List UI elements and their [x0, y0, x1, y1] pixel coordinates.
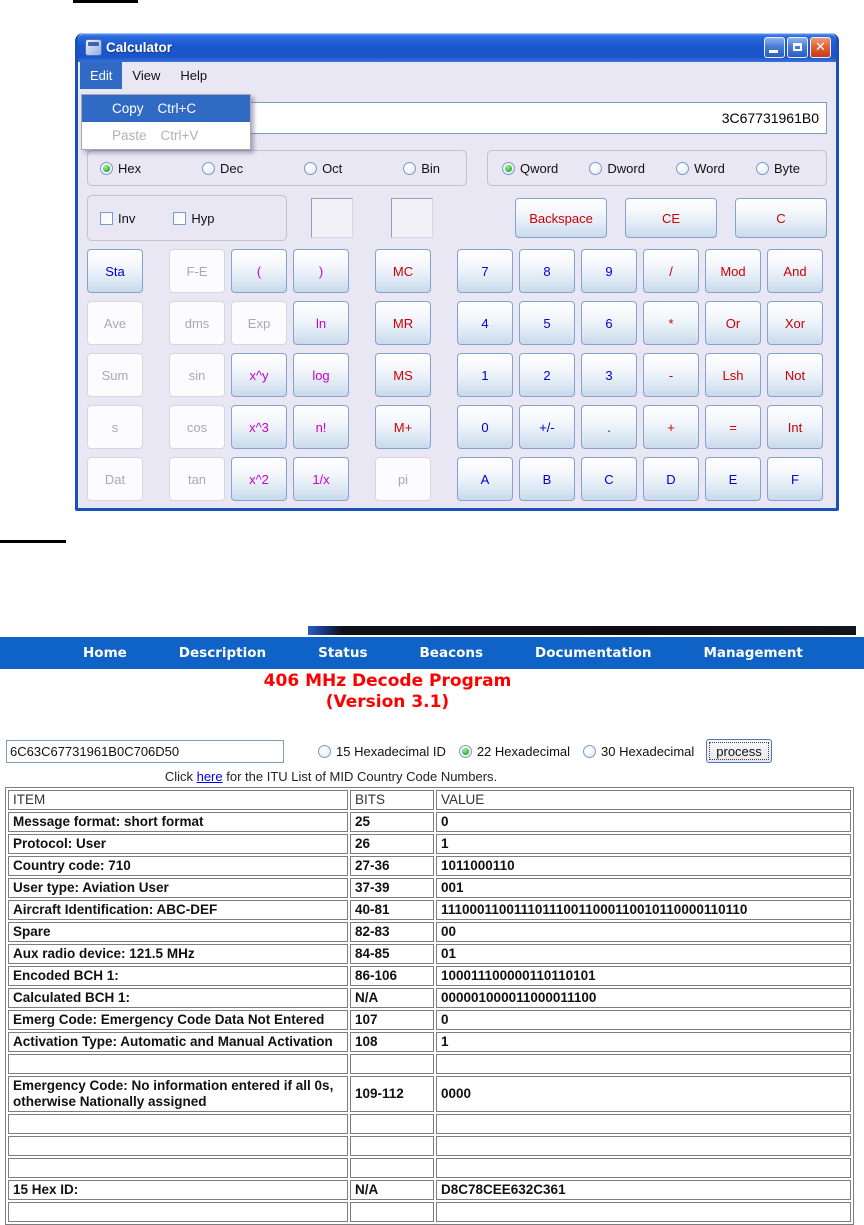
calc-button-s: s [87, 405, 143, 449]
calc-button-xor[interactable]: Xor [767, 301, 823, 345]
table-row [8, 812, 851, 832]
calc-button-cos: cos [169, 405, 225, 449]
radio-label: Word [694, 160, 725, 176]
table-cell-value: 000001000011000011100 [436, 988, 851, 1008]
table-cell-bits: 86-106 [350, 966, 434, 986]
radio-label: Dec [220, 160, 244, 176]
table-row [8, 922, 851, 942]
table-row [8, 834, 851, 854]
decode-form [6, 739, 772, 763]
table-cell-bits: 25 [350, 812, 434, 832]
calc-button-7[interactable]: 7 [457, 249, 513, 293]
table-cell-bits: N/A [350, 1180, 434, 1200]
calc-button-multiply[interactable]: * [643, 301, 699, 345]
calc-button-d[interactable]: D [643, 457, 699, 501]
calc-button-f-e: F-E [169, 249, 225, 293]
format-15-hexadecimal-id[interactable] [318, 744, 446, 759]
calc-button-plus-minus[interactable]: +/- [519, 405, 575, 449]
table-cell-value [436, 1202, 851, 1222]
itu-list-link[interactable]: here [196, 769, 223, 784]
table-cell-item: Activation Type: Automatic and Manual Activation [8, 1032, 348, 1052]
table-cell-value: D8C78CEE632C361 [436, 1180, 851, 1200]
number-base-group [87, 150, 467, 186]
table-cell-bits: 40-81 [350, 900, 434, 920]
keypad-row [87, 301, 827, 345]
calc-button-divide[interactable]: / [643, 249, 699, 293]
edit-menu-item-paste [82, 122, 250, 149]
table-cell-item [8, 1054, 348, 1074]
calc-button-x-pow-2[interactable]: x^2 [231, 457, 287, 501]
calc-button-x-pow-y[interactable]: x^y [231, 353, 287, 397]
table-row [8, 1076, 851, 1112]
word-word[interactable] [676, 161, 725, 176]
table-cell-bits: 37-39 [350, 878, 434, 898]
base-radio-icon-dec [202, 162, 215, 175]
calc-button-mc[interactable]: MC [375, 249, 431, 293]
calc-button-c[interactable]: C [581, 457, 637, 501]
itu-line-suffix: for the ITU List of MID Country Code Numbers. [222, 769, 498, 784]
table-header-row [8, 790, 851, 810]
table-cell-item: Message format: short format [8, 812, 348, 832]
edit-menu-dropdown [81, 94, 251, 150]
table-header-cell: VALUE [436, 790, 851, 810]
table-cell-value: 1 [436, 1032, 851, 1052]
calc-button-or[interactable]: Or [705, 301, 761, 345]
table-row [8, 900, 851, 920]
calc-button-e[interactable]: E [705, 457, 761, 501]
table-cell-value: 001 [436, 878, 851, 898]
calculator-titlebar[interactable] [78, 33, 836, 62]
parenthesis-indicator-box [311, 198, 353, 238]
calculator-keypad [87, 249, 827, 501]
calc-button-ms[interactable]: MS [375, 353, 431, 397]
calc-button-open-paren[interactable]: ( [231, 249, 287, 293]
itu-line-prefix: Click [164, 769, 197, 784]
calc-button-sum: Sum [87, 353, 143, 397]
decode-results-table [5, 787, 854, 1225]
base-oct[interactable] [304, 161, 342, 176]
menu-item-label: Copy [112, 101, 144, 116]
calc-button-b[interactable]: B [519, 457, 575, 501]
site-navbar [0, 637, 864, 669]
nav-documentation[interactable]: Documentation [535, 645, 652, 661]
word-size-group [487, 150, 827, 186]
table-row [8, 1032, 851, 1052]
table-cell-value [436, 1158, 851, 1178]
table-cell-bits [350, 1054, 434, 1074]
radio-label: Byte [773, 160, 800, 176]
table-cell-item: Aux radio device: 121.5 MHz [8, 944, 348, 964]
itu-link-line [0, 769, 662, 784]
keypad-row [87, 405, 827, 449]
nav-status[interactable]: Status [318, 645, 368, 661]
nav-beacons[interactable]: Beacons [419, 645, 483, 661]
table-cell-value: 01 [436, 944, 851, 964]
calc-button-mr[interactable]: MR [375, 301, 431, 345]
close-button[interactable]: ✕ [810, 37, 831, 58]
table-cell-value: 1011000110 [436, 856, 851, 876]
table-row [8, 1136, 851, 1156]
table-row [8, 944, 851, 964]
format-radio-group [318, 744, 694, 759]
word-dword[interactable] [589, 161, 645, 176]
calc-button-ce[interactable]: CE [625, 198, 717, 238]
calc-button-tan: tan [169, 457, 225, 501]
table-cell-item [8, 1158, 348, 1178]
calc-button-ln[interactable]: ln [293, 301, 349, 345]
calc-button-sta[interactable]: Sta [87, 249, 143, 293]
calculator-window [75, 33, 839, 511]
calc-button-x-pow-3[interactable]: x^3 [231, 405, 287, 449]
word-radio-icon-word [676, 162, 689, 175]
calc-button-5[interactable]: 5 [519, 301, 575, 345]
calc-button-log[interactable]: log [293, 353, 349, 397]
minimize-button[interactable] [764, 37, 785, 58]
menu-item-shortcut: Ctrl+V [160, 128, 199, 143]
calc-button-dms: dms [169, 301, 225, 345]
table-cell-item [8, 1202, 348, 1222]
radio-label: Qword [520, 160, 559, 176]
nav-home[interactable]: Home [83, 645, 127, 661]
radio-label: Hex [118, 160, 142, 176]
table-cell-bits: 82-83 [350, 922, 434, 942]
inv-hyp-group [87, 195, 287, 241]
checkbox-icon-hyp [173, 212, 186, 225]
table-cell-item: Emergency Code: No information entered if all 0s, otherwise Nationally assigned [8, 1076, 348, 1112]
calc-button-ave: Ave [87, 301, 143, 345]
format-30-hexadecimal[interactable] [583, 744, 694, 759]
banner-image-fragment [308, 626, 856, 635]
word-radio-icon-dword [589, 162, 602, 175]
table-row [8, 1202, 851, 1222]
base-bin[interactable] [403, 161, 440, 176]
table-cell-item: User type: Aviation User [8, 878, 348, 898]
menu-bar [78, 62, 836, 89]
radio-label: 15 Hexadecimal ID [336, 743, 446, 759]
table-cell-item: Country code: 710 [8, 856, 348, 876]
format-radio-icon-15-hexadecimal-id [318, 745, 331, 758]
keypad-row [87, 457, 827, 501]
format-radio-icon-30-hexadecimal [583, 745, 596, 758]
table-cell-bits: 108 [350, 1032, 434, 1052]
calc-button-c[interactable]: C [735, 198, 827, 238]
calc-button-equals[interactable]: = [705, 405, 761, 449]
table-row [8, 1158, 851, 1178]
table-header-cell: BITS [350, 790, 434, 810]
base-radio-icon-hex [100, 162, 113, 175]
nav-management[interactable]: Management [703, 645, 803, 661]
table-cell-item: Encoded BCH 1: [8, 966, 348, 986]
table-cell-item: Protocol: User [8, 834, 348, 854]
table-row [8, 966, 851, 986]
calc-button-3[interactable]: 3 [581, 353, 637, 397]
checkbox-label: Hyp [191, 210, 215, 226]
calc-button-m[interactable]: M+ [375, 405, 431, 449]
calc-button-backspace[interactable]: Backspace [515, 198, 607, 238]
word-qword[interactable] [502, 161, 558, 176]
table-row [8, 1054, 851, 1074]
table-cell-bits: 27-36 [350, 856, 434, 876]
menu-item-shortcut: Ctrl+C [157, 101, 197, 116]
calc-button-9[interactable]: 9 [581, 249, 637, 293]
calc-button-plus[interactable]: + [643, 405, 699, 449]
table-cell-bits [350, 1136, 434, 1156]
calc-button-decimal[interactable]: . [581, 405, 637, 449]
base-radio-icon-bin [403, 162, 416, 175]
calc-button-a[interactable]: A [457, 457, 513, 501]
format-22-hexadecimal[interactable] [459, 744, 570, 759]
keypad-row [87, 353, 827, 397]
table-row [8, 856, 851, 876]
word-radio-icon-byte [756, 162, 769, 175]
radio-label: 30 Hexadecimal [601, 743, 695, 759]
calc-button-not[interactable]: Not [767, 353, 823, 397]
calc-button-f[interactable]: F [767, 457, 823, 501]
calc-button-2[interactable]: 2 [519, 353, 575, 397]
calc-button-6[interactable]: 6 [581, 301, 637, 345]
base-dec[interactable] [202, 161, 243, 176]
table-cell-bits: N/A [350, 988, 434, 1008]
calc-button-mod[interactable]: Mod [705, 249, 761, 293]
checkbox-label: Inv [118, 210, 136, 226]
table-cell-bits [350, 1158, 434, 1178]
table-row [8, 1180, 851, 1200]
beacon-hex-input[interactable] [6, 740, 284, 763]
radio-label: Dword [607, 160, 645, 176]
calc-button-sin: sin [169, 353, 225, 397]
table-cell-value: 00 [436, 922, 851, 942]
table-cell-value [436, 1136, 851, 1156]
table-cell-bits [350, 1202, 434, 1222]
table-cell-item: Aircraft Identification: ABC-DEF [8, 900, 348, 920]
checkbox-icon-inv [100, 212, 113, 225]
display-value: 3C67731961B0 [721, 110, 819, 126]
table-header-cell: ITEM [8, 790, 348, 810]
table-cell-item: 15 Hex ID: [8, 1180, 348, 1200]
table-cell-value [436, 1114, 851, 1134]
table-cell-value: 100011100000110110101 [436, 966, 851, 986]
word-radio-icon-qword [502, 162, 515, 175]
calc-button-pi: pi [375, 457, 431, 501]
calc-button-minus[interactable]: - [643, 353, 699, 397]
base-radio-icon-oct [304, 162, 317, 175]
calc-button-dat: Dat [87, 457, 143, 501]
format-radio-icon-22-hexadecimal [459, 745, 472, 758]
nav-description[interactable]: Description [178, 645, 267, 661]
table-cell-item [8, 1114, 348, 1134]
word-byte[interactable] [756, 161, 800, 176]
edit-action-buttons [515, 198, 827, 238]
checkbox-inv[interactable] [100, 211, 135, 226]
calc-button-4[interactable]: 4 [457, 301, 513, 345]
table-cell-value: 0000 [436, 1076, 851, 1112]
table-cell-item: Emerg Code: Emergency Code Data Not Entered [8, 1010, 348, 1030]
table-cell-value: 0 [436, 1010, 851, 1030]
table-cell-bits: 109-112 [350, 1076, 434, 1112]
table-cell-bits: 26 [350, 834, 434, 854]
memory-indicator-box [391, 198, 433, 238]
calculator-app-icon [85, 39, 102, 56]
table-cell-bits: 107 [350, 1010, 434, 1030]
edit-menu-item-copy[interactable] [82, 95, 250, 122]
table-cell-bits: 84-85 [350, 944, 434, 964]
cropped-text-underline-top [73, 0, 138, 3]
calc-button-factorial[interactable]: n! [293, 405, 349, 449]
calc-button-and[interactable]: And [767, 249, 823, 293]
calc-button-one-over-x[interactable]: 1/x [293, 457, 349, 501]
radio-label: Bin [421, 160, 440, 176]
menu-view[interactable]: View [132, 68, 161, 83]
menu-edit[interactable]: Edit [80, 62, 122, 89]
table-cell-value: 111000110011101110011000110010110000110110 [436, 900, 851, 920]
page-title-line2: (Version 3.1) [325, 692, 450, 712]
table-cell-item: Spare [8, 922, 348, 942]
calc-button-8[interactable]: 8 [519, 249, 575, 293]
page-title [0, 671, 775, 713]
calc-button-0[interactable]: 0 [457, 405, 513, 449]
table-cell-item: Calculated BCH 1: [8, 988, 348, 1008]
table-cell-value: 0 [436, 812, 851, 832]
calc-button-1[interactable]: 1 [457, 353, 513, 397]
table-cell-item [8, 1136, 348, 1156]
table-row [8, 1010, 851, 1030]
base-hex[interactable] [100, 161, 141, 176]
window-title: Calculator [106, 40, 173, 55]
table-row [8, 988, 851, 1008]
calc-button-exp: Exp [231, 301, 287, 345]
table-cell-value: 1 [436, 834, 851, 854]
table-row [8, 878, 851, 898]
page-title-line1: 406 MHz Decode Program [263, 671, 512, 691]
table-cell-bits [350, 1114, 434, 1134]
checkbox-hyp[interactable] [173, 211, 214, 226]
table-row [8, 1114, 851, 1134]
calc-button-lsh[interactable]: Lsh [705, 353, 761, 397]
calc-button-int[interactable]: Int [767, 405, 823, 449]
radio-label: 22 Hexadecimal [476, 743, 571, 759]
maximize-button[interactable] [787, 37, 808, 58]
process-button[interactable]: process [706, 739, 772, 763]
calc-button-close-paren[interactable]: ) [293, 249, 349, 293]
keypad-row [87, 249, 827, 293]
menu-help[interactable]: Help [180, 68, 208, 83]
table-cell-value [436, 1054, 851, 1074]
cropped-text-underline-mid [0, 540, 66, 543]
menu-item-label: Paste [112, 128, 147, 143]
radio-label: Oct [322, 160, 343, 176]
